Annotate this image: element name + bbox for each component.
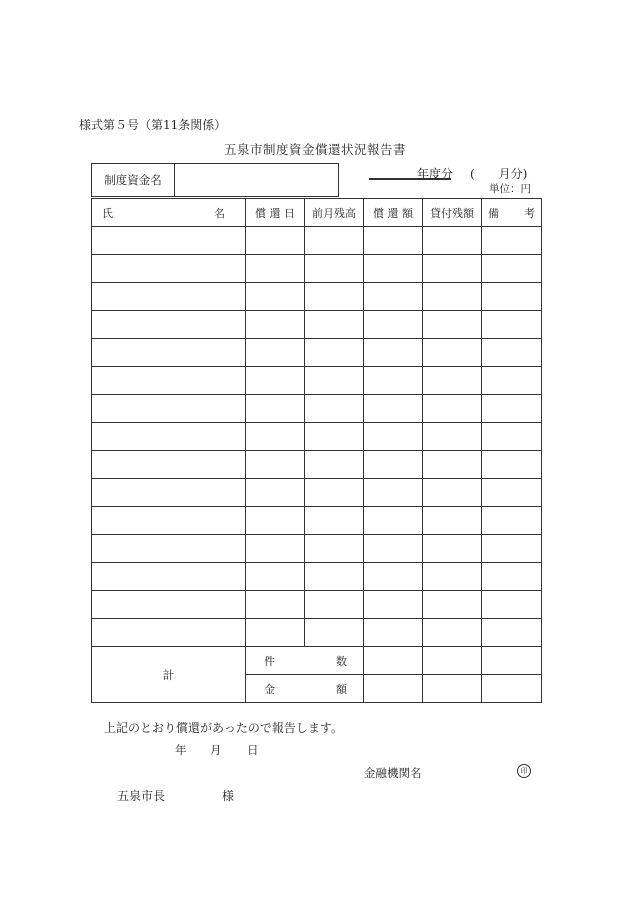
prev-balance-cell[interactable]	[305, 395, 364, 423]
repayment-date-cell[interactable]	[246, 451, 305, 479]
repayment-amount-cell[interactable]	[364, 311, 423, 339]
name-cell[interactable]	[92, 563, 246, 591]
total-count-row	[92, 647, 542, 675]
mayor-label: 五泉市長	[117, 789, 166, 803]
total-amount-cell[interactable]	[482, 675, 542, 703]
repayment-amount-cell[interactable]	[364, 227, 423, 255]
name-cell[interactable]	[92, 507, 246, 535]
header-loan-balance: 貸付残額	[423, 199, 482, 227]
loan-balance-cell[interactable]	[423, 535, 482, 563]
repayment-date-cell[interactable]	[246, 535, 305, 563]
amount-label-right: 額	[336, 683, 347, 696]
seal-icon: 印	[517, 764, 531, 778]
remarks-cell[interactable]	[482, 283, 542, 311]
table-header-row	[92, 199, 542, 227]
name-cell[interactable]	[92, 423, 246, 451]
loan-balance-cell[interactable]	[423, 563, 482, 591]
prev-balance-cell[interactable]	[305, 591, 364, 619]
prev-balance-cell[interactable]	[305, 535, 364, 563]
table-row	[92, 423, 542, 451]
name-cell[interactable]	[92, 619, 246, 647]
name-cell[interactable]	[92, 395, 246, 423]
name-cell[interactable]	[92, 591, 246, 619]
repayment-amount-cell[interactable]	[364, 591, 423, 619]
table-row	[92, 395, 542, 423]
name-cell[interactable]	[92, 227, 246, 255]
fund-name-box	[91, 163, 339, 197]
remarks-cell[interactable]	[482, 479, 542, 507]
header-remarks	[482, 199, 542, 227]
header-name-left: 氏	[102, 207, 113, 220]
repayment-date-cell[interactable]	[246, 367, 305, 395]
table-row	[92, 255, 542, 283]
count-label-left: 件	[264, 655, 275, 668]
repayment-date-cell[interactable]	[246, 311, 305, 339]
table-row	[92, 283, 542, 311]
unit-label: 単位：円	[489, 183, 531, 195]
total-count-cell[interactable]	[423, 647, 482, 675]
table-row	[92, 591, 542, 619]
remarks-cell[interactable]	[482, 591, 542, 619]
repayment-amount-cell[interactable]	[364, 479, 423, 507]
institution-name-label: 金融機関名	[364, 766, 422, 780]
remarks-cell[interactable]	[482, 311, 542, 339]
name-cell[interactable]	[92, 311, 246, 339]
total-count-cell[interactable]	[364, 647, 423, 675]
loan-balance-cell[interactable]	[423, 367, 482, 395]
date-year-label: 年	[175, 743, 187, 757]
prev-balance-cell[interactable]	[305, 507, 364, 535]
header-remarks-left: 備	[488, 207, 499, 220]
header-repayment-date: 償 還 日	[246, 199, 305, 227]
table-row	[92, 227, 542, 255]
document-title: 五泉市制度資金償還状況報告書	[223, 142, 406, 157]
header-name	[92, 199, 246, 227]
table-row	[92, 507, 542, 535]
prev-balance-cell[interactable]	[305, 619, 364, 647]
remarks-cell[interactable]	[482, 339, 542, 367]
fiscal-year-label: 年度分	[417, 167, 454, 181]
repayment-date-cell[interactable]	[246, 339, 305, 367]
count-label-right: 数	[336, 655, 347, 668]
loan-balance-cell[interactable]	[423, 255, 482, 283]
repayment-date-cell[interactable]	[246, 423, 305, 451]
amount-label-left: 金	[264, 683, 275, 696]
table-row	[92, 339, 542, 367]
remarks-cell[interactable]	[482, 395, 542, 423]
prev-balance-cell[interactable]	[305, 283, 364, 311]
loan-balance-cell[interactable]	[423, 423, 482, 451]
repayment-date-cell[interactable]	[246, 255, 305, 283]
loan-balance-cell[interactable]	[423, 479, 482, 507]
prev-balance-cell[interactable]	[305, 255, 364, 283]
date-month-label: 月	[210, 743, 222, 757]
amount-label	[246, 675, 364, 703]
remarks-cell[interactable]	[482, 619, 542, 647]
header-prev-balance: 前月残高	[305, 199, 364, 227]
prev-balance-cell[interactable]	[305, 479, 364, 507]
remarks-cell[interactable]	[482, 563, 542, 591]
repayment-amount-cell[interactable]	[364, 339, 423, 367]
date-day-label: 日	[247, 743, 259, 757]
repayment-date-cell[interactable]	[246, 507, 305, 535]
repayment-date-cell[interactable]	[246, 283, 305, 311]
repayment-date-cell[interactable]	[246, 395, 305, 423]
repayment-date-cell[interactable]	[246, 619, 305, 647]
prev-balance-cell[interactable]	[305, 367, 364, 395]
name-cell[interactable]	[92, 535, 246, 563]
header-repayment-amount: 償 還 額	[364, 199, 423, 227]
name-cell[interactable]	[92, 451, 246, 479]
repayment-amount-cell[interactable]	[364, 423, 423, 451]
prev-balance-cell[interactable]	[305, 227, 364, 255]
table-row	[92, 451, 542, 479]
repayment-date-cell[interactable]	[246, 591, 305, 619]
loan-balance-cell[interactable]	[423, 311, 482, 339]
table-row	[92, 563, 542, 591]
form-number: 様式第５号（第11条関係）	[79, 118, 227, 132]
repayment-amount-cell[interactable]	[364, 535, 423, 563]
prev-balance-cell[interactable]	[305, 311, 364, 339]
loan-balance-cell[interactable]	[423, 283, 482, 311]
total-amount-cell[interactable]	[423, 675, 482, 703]
total-label: 計	[92, 647, 246, 703]
remarks-cell[interactable]	[482, 255, 542, 283]
loan-balance-cell[interactable]	[423, 591, 482, 619]
loan-balance-cell[interactable]	[423, 227, 482, 255]
remarks-cell[interactable]	[482, 227, 542, 255]
loan-balance-cell[interactable]	[423, 451, 482, 479]
repayment-date-cell[interactable]	[246, 563, 305, 591]
remarks-cell[interactable]	[482, 451, 542, 479]
report-statement: 上記のとおり償還があったので報告します。	[104, 721, 343, 735]
honorific-label: 様	[222, 789, 235, 803]
header-name-right: 名	[214, 207, 225, 220]
repayment-amount-cell[interactable]	[364, 395, 423, 423]
repayment-table	[91, 198, 542, 703]
repayment-date-cell[interactable]	[246, 479, 305, 507]
fund-name-field[interactable]	[175, 164, 338, 196]
remarks-cell[interactable]	[482, 423, 542, 451]
prev-balance-cell[interactable]	[305, 339, 364, 367]
loan-balance-cell[interactable]	[423, 339, 482, 367]
remarks-cell[interactable]	[482, 367, 542, 395]
count-label	[246, 647, 364, 675]
name-cell[interactable]	[92, 255, 246, 283]
loan-balance-cell[interactable]	[423, 619, 482, 647]
repayment-amount-cell[interactable]	[364, 563, 423, 591]
total-amount-cell[interactable]	[364, 675, 423, 703]
remarks-cell[interactable]	[482, 535, 542, 563]
table-row	[92, 535, 542, 563]
repayment-amount-cell[interactable]	[364, 619, 423, 647]
fund-name-label: 制度資金名	[92, 164, 175, 196]
loan-balance-cell[interactable]	[423, 395, 482, 423]
name-cell[interactable]	[92, 339, 246, 367]
prev-balance-cell[interactable]	[305, 451, 364, 479]
name-cell[interactable]	[92, 283, 246, 311]
repayment-amount-cell[interactable]	[364, 367, 423, 395]
table-row	[92, 479, 542, 507]
repayment-date-cell[interactable]	[246, 227, 305, 255]
remarks-cell[interactable]	[482, 507, 542, 535]
repayment-amount-cell[interactable]	[364, 451, 423, 479]
prev-balance-cell[interactable]	[305, 423, 364, 451]
table-row	[92, 311, 542, 339]
name-cell[interactable]	[92, 367, 246, 395]
prev-balance-cell[interactable]	[305, 563, 364, 591]
repayment-amount-cell[interactable]	[364, 255, 423, 283]
header-remarks-right: 考	[524, 207, 535, 220]
repayment-amount-cell[interactable]	[364, 507, 423, 535]
total-count-cell[interactable]	[482, 647, 542, 675]
table-row	[92, 367, 542, 395]
loan-balance-cell[interactable]	[423, 507, 482, 535]
month-label: ( 月分)	[470, 167, 528, 181]
name-cell[interactable]	[92, 479, 246, 507]
repayment-amount-cell[interactable]	[364, 283, 423, 311]
table-row	[92, 619, 542, 647]
